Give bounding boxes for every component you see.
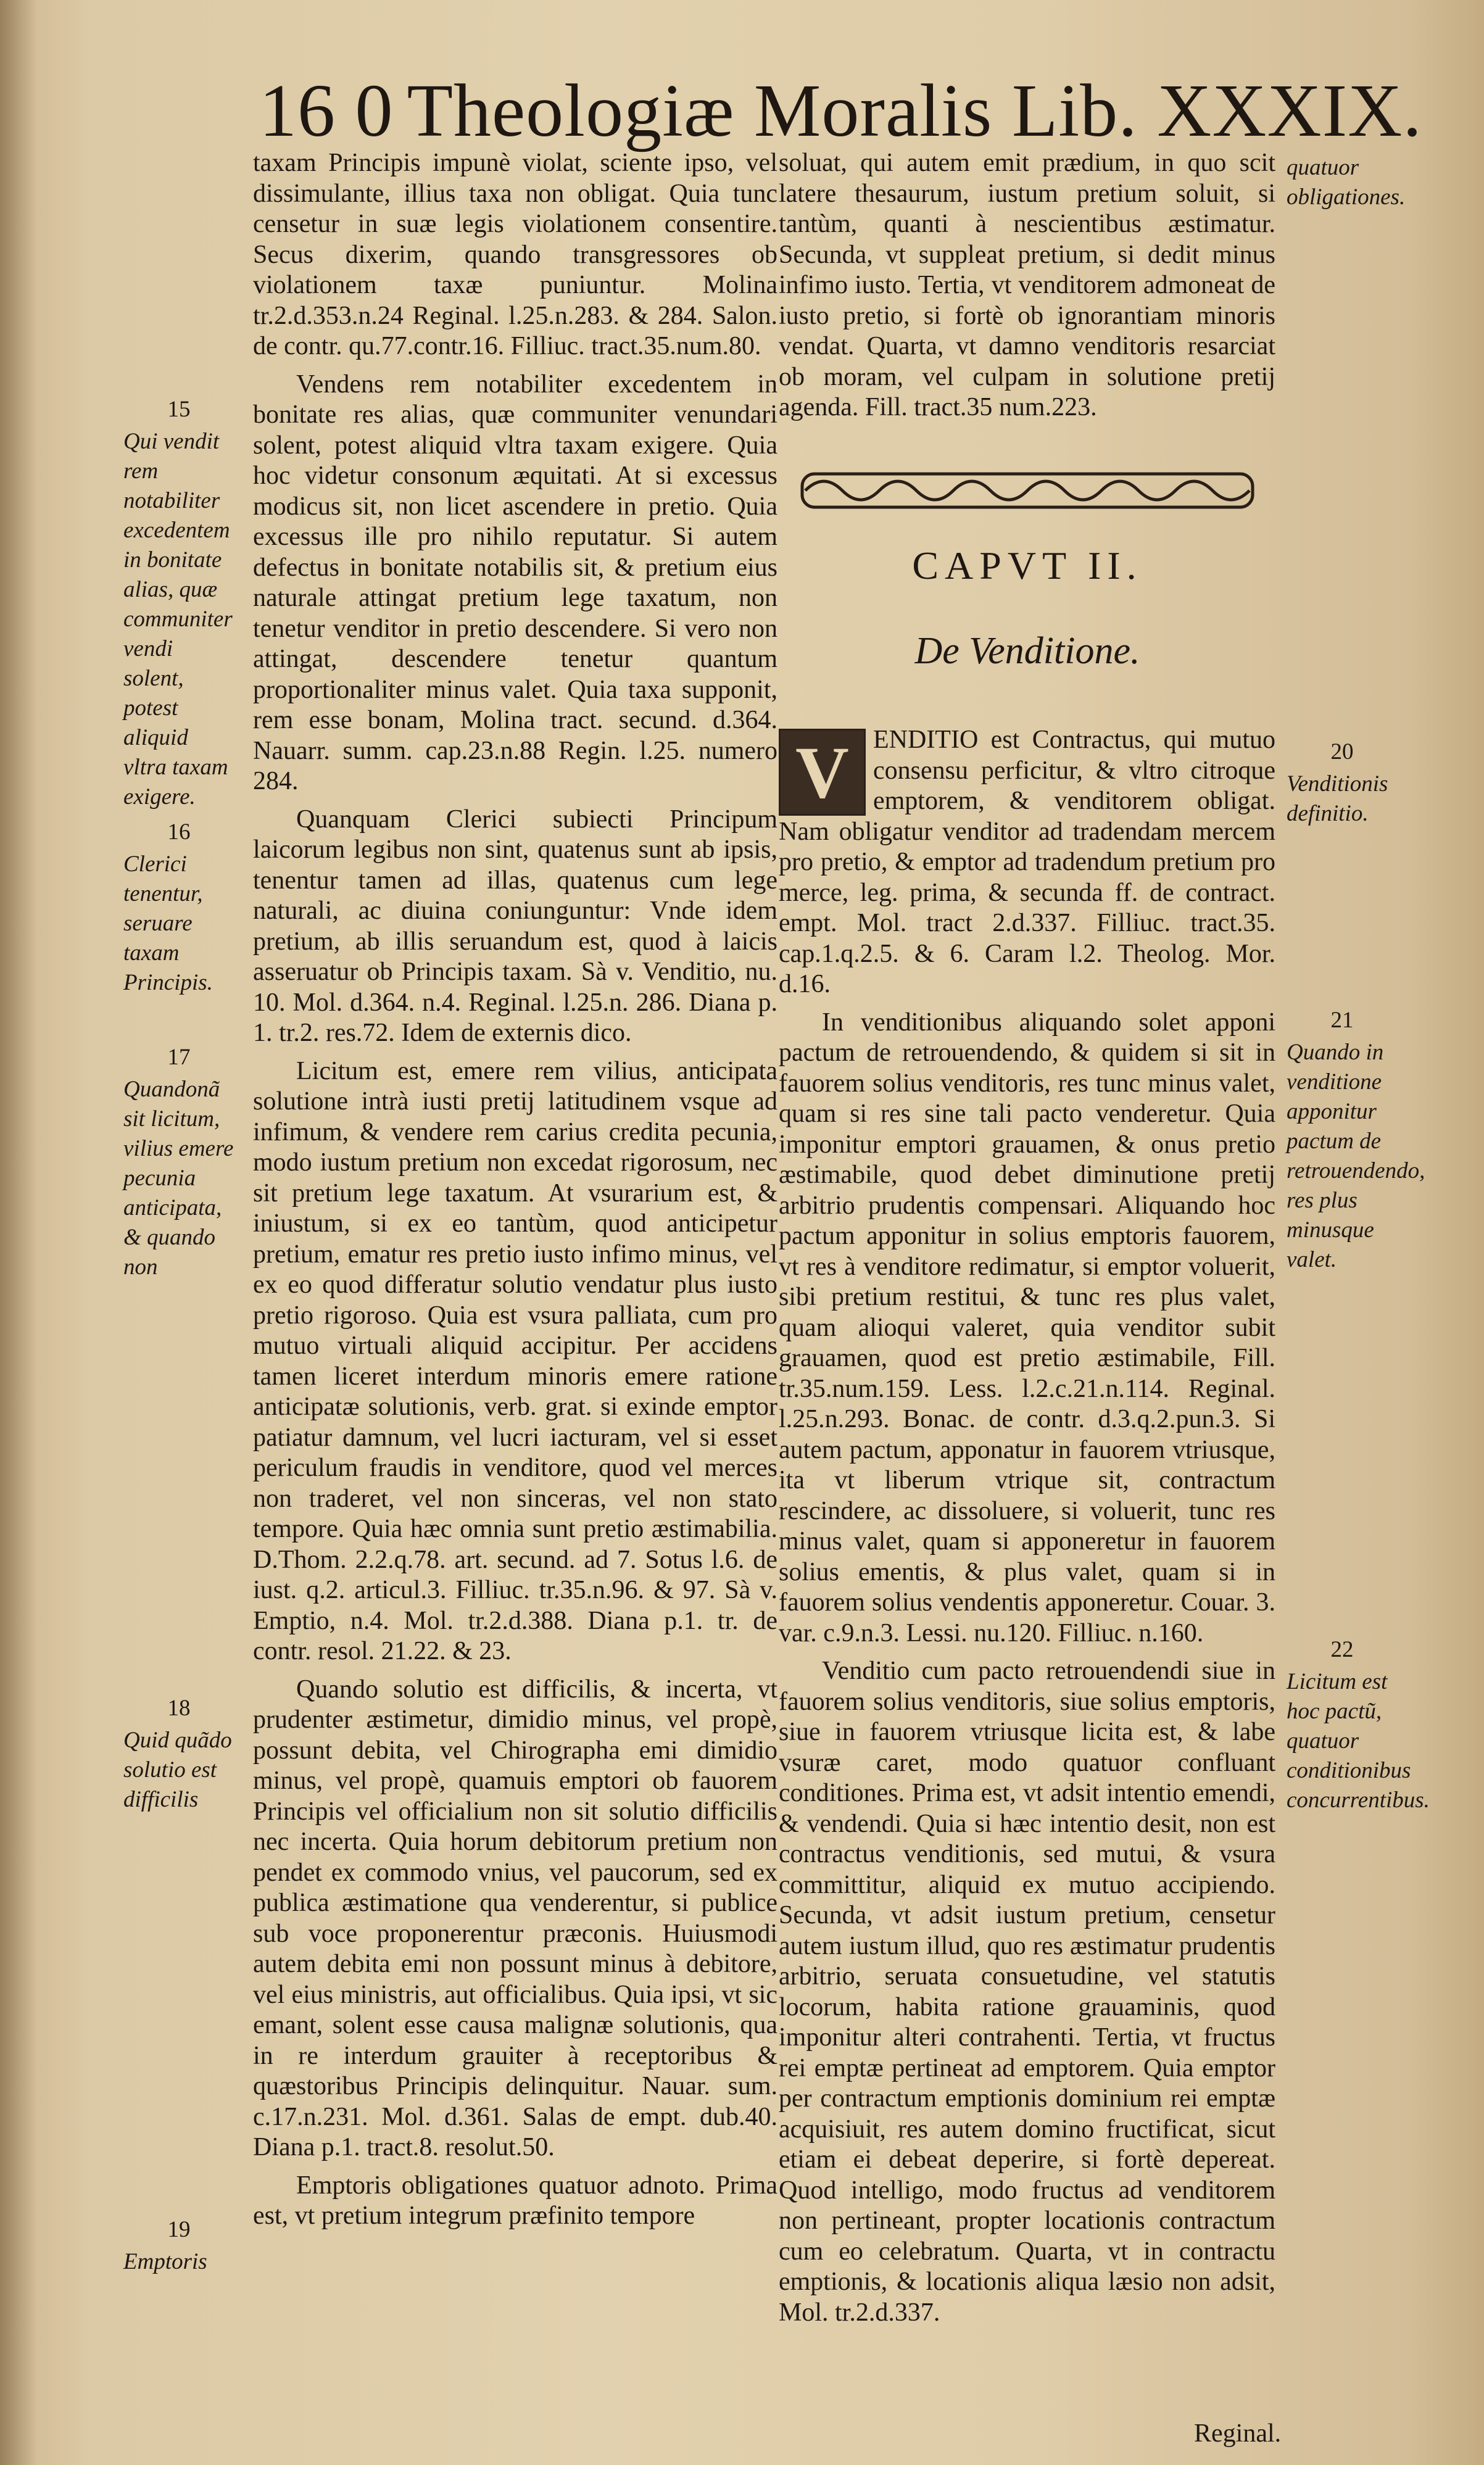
chapter-heading: CAPVT II. [912,544,1143,587]
paragraph: taxam Principis impunè violat, sciente ipso, vel dissimulante, illius taxa non obligat. Quia tunc censetur in suæ legis violationem consentire. Secus dixerim, quando transgressores ob violationem taxæ puniuntur. Molina tr.2.d.353.n.24 Reginal. l.25.n.283. & 284. Salon. de contr. qu.77.contr.16. Filliuc. tract.35.num.80. [253,149,777,360]
margin-number: 21 [1330,1008,1354,1033]
margin-note-16 [123,818,234,998]
paragraph: Venditio cum pacto retrouendendi siue in fauorem solius venditoris, siue solius emptoris, siue in fauorem vtriusque licita est, & labe vsuræ caret, modo quatuor confluant conditiones. Prima est, vt adsit intentio emendi, & vendendi. Quia si hæc intentio desit, non est contractus venditionis, sed mutui, & vsura committitur, aliquid ex mutuo accipiendo. Secunda, vt adsit iustum pretium, censetur autem iustum illud, quo res æstimatur prudentis arbitrio, seruata consuetudine, vel statutis locorum, habita ratione grauaminis, quod imponitur alteri contrahenti. Tertia, vt fructus rei emptæ pertineat ad emptorem. Quia emptor per contractum emptionis dominium rei emptæ acquisiuit, res autem domino fructificat, sicut etiam ei debeat deperire, si fortè depereat. Quod intelligo, modo fructus ad venditorem non pertineant, propter locationis contractum cum eo celebratum. Quarta, vt in contractu emptionis, & locationis aliqua læsio non adsit, Mol. tr.2.d.337. [779,1657,1275,2327]
margin-number: 17 [167,1045,191,1070]
margin-note-20 [1287,737,1398,829]
paragraph: Licitum est, emere rem vilius, anticipata solutione intrà iusti pretij latitudinem vsque ad infimum, & vendere rem carius credita pecunia, modo iustum pretium non excedat rigorosum, nec sit pretium lege taxatum. At vsurarium est, & iniustum, si ex eo tantùm, quod anticipetur pretium, ematur res pretio iusto infimo minus, vel ex eo quod differatur solutio vendatur plus iusto pretio rigoroso. Quia est vsura palliata, cum pro mutuo virtuali aliquid accipitur. Per accidens tamen liceret interdum minoris emere ratione anticipatæ solutionis, verb. grat. si exinde emptor patiatur damnum, vel lucri iacturam, vel si esset periculum fraudis in venditore, quod vel merces non traderet, vel non sinceras, vel non stato tempore. Quia hæc omnia sunt pretio æstimabilia. D.Thom. 2.2.q.78. art. secund. ad 7. Sotus l.6. de iust. q.2. articul.3. Filliuc. tr.35.n.96. & 97. Sà v. Emptio, n.4. Mol. tr.2.d.388. Diana p.1. tr. de contr. resol. 21.22. & 23. [253,1056,777,1665]
margin-note-22 [1287,1635,1430,1815]
margin-number: 20 [1330,739,1354,764]
margin-number: 22 [1330,1637,1354,1662]
ornament-icon [799,469,1256,512]
left-column [253,148,777,2239]
margin-text: Qui vendit rem notabiliter excedentem in bonitate alias, quæ communiter vendi solent, potest aliquid vltra taxam exigere. [123,429,233,810]
margin-note-17 [123,1043,234,1282]
binding-shadow [0,0,37,2465]
running-header [259,65,1422,157]
margin-number: 18 [167,1696,191,1721]
right-column-top [779,148,1275,431]
drop-cap: V [779,729,866,816]
right-column-body [779,725,1275,2335]
paragraph-text: ENDITIO est Contractus, qui mutuo consensu perficitur, & vltro citroque emptorem, & venditorem obligat. Nam obligatur venditor ad tradendam mercem pro pretio, & emptor ad tradendum pretium pro merce, leg. prima, & secunda ff. de contract. empt. Mol. tract 2.d.337. Filliuc. tract.35. cap.1.q.2.5. & 6. Caram l.2. Theolog. Mor. d.16. [779,726,1275,998]
margin-text: quatuor obligationes. [1287,155,1406,210]
margin-text: Quid quãdo solutio est difficilis [123,1728,232,1812]
margin-note-21 [1287,1006,1425,1275]
paragraph: Emptoris obligationes quatuor adnoto. Prima est, vt pretium integrum præfinito tempore [253,2171,777,2230]
ornament-band [799,469,1256,512]
margin-text: Quandonã sit licitum, vilius emere pecunia anticipata, & quando non [123,1077,234,1280]
margin-note-15 [123,395,234,812]
margin-text: Emptoris [123,2249,207,2274]
running-title: Theologiæ Moralis Lib. XXXIX. [407,69,1422,152]
chapter-subtitle: De Venditione. [914,630,1140,672]
margin-number: 16 [167,819,191,845]
page-number: 16 0 [259,69,394,152]
margin-text: Licitum est hoc pactũ, quatuor conditionibus concurrentibus. [1287,1669,1430,1813]
paragraph-with-dropcap [779,725,1275,1000]
margin-note-19 [123,2215,234,2277]
paragraph: Quando solutio est difficilis, & incerta, vt prudenter æstimetur, dimidio minus, vel propè, possunt debita, vel Chirographa emi dimidio minus, vel propè, quamuis emptori ob fauorem Principis vel officialium non sit solutio difficilis nec incerta. Quia horum debitorum pretium non pendet ex commodo vnius, vel paucorum, sed ex publica æstimatione qua venderentur, si publice sub voce proponerentur præconis. Huiusmodi autem debita emi non possunt minus à debitore, vel eius ministris, aut officialibus. Quia ipsi, vt sic emant, solent esse causa malignæ solutionis, qua in re interdum grauiter à receptoribus & quæstoribus Principis delinquitur. Nauar. sum. c.17.n.231. Mol. d.361. Salas de empt. dub.40. Diana p.1. tract.8. resolut.50. [253,1675,777,2161]
paragraph: Quanquam Clerici subiecti Principum laicorum legibus non sint, quatenus sunt ab ipsis, tenentur tamen ad illas, quatenus cum lege naturali, ac diuina coniunguntur: Vnde idem pretium, ab illis seruandum est, quod à laicis asseruatur ob Principis taxam. Sà v. Venditio, nu. 10. Mol. d.364. n.4. Reginal. l.25.n. 286. Diana p. 1. tr.2. res.72. Idem de externis dico. [253,805,777,1047]
paragraph: soluat, qui autem emit prædium, in quo scit latere thesaurum, iustum pretium soluit, si tantùm, quanti à nescientibus æstimatur. Secunda, vt suppleat pretium, si dedit minus infimo iusto. Tertia, vt venditorem admoneat de iusto pretio, si fortè ob ignorantiam minoris vendat. Quarta, vt damno venditoris resarciat ob moram, vel culpam in solutione pretij agenda. Fill. tract.35 num.223. [779,149,1275,421]
margin-note-18 [123,1694,234,1815]
margin-text: Quando in venditione apponitur pactum de retrouendendo, res plus minusque valet. [1287,1040,1425,1272]
margin-text: Venditionis definitio. [1287,771,1388,826]
catchword: Reginal. [1194,2419,1282,2448]
paragraph: Vendens rem notabiliter excedentem in bonitate res alias, quæ communiter venundari solent, potest aliquid vltra taxam exigere. Quia hoc videtur consonum æquitati. At si excessus modicus sit, non licet ascendere in pretio. Quia excessus ille pro nihilo reputatur. Si autem defectus in bonitate notabilis sit, & pretium eius naturale attingat pretium lege taxatum, non tenetur venditor in pretio descendere. Si vero non attingat, descendere tenetur quantum proportionaliter minus valet. Quia taxa supponit, rem esse bonam, Molina tract. secund. d.364. Nauarr. summ. cap.23.n.88 Regin. l.25. numero 284. [253,370,777,795]
margin-number: 15 [167,397,191,422]
margin-note-quatuor [1287,153,1406,212]
margin-text: Clerici tenentur, seruare taxam Principis. [123,851,213,995]
margin-number: 19 [167,2217,191,2242]
paragraph: In venditionibus aliquando solet apponi pactum de retrouendendo, & quidem si sit in fauorem solius venditoris, res tunc minus valet, quam si res sine tali pacto venderetur. Quia imponitur emptori grauamen, & onus pretio æstimabile, quod debet diminutione pretij arbitrio prudentis compensari. Aliquando hoc pactum apponitur in solius emptoris fauorem, vt res à venditore redimatur, si emptor voluerit, sibi pretium restitui, & tunc res plus valet, quam alioqui valeret, quia venditor subit grauamen, quod est pretio æstimabile, Fill. tr.35.num.159. Less. l.2.c.21.n.114. Reginal. l.25.n.293. Bonac. de contr. d.3.q.2.pun.3. Si autem pactum, apponatur in fauorem vtriusque, ita vt liberum vtrique sit, contractum rescindere, ac dissoluere, si voluerit, tunc res minus valet, quam si apponeretur in fauorem solius ementis, & plus valet, quam si in fauorem solius vendentis apponeretur. Couar. 3. var. c.9.n.3. Lessi. nu.120. Filliuc. n.160. [779,1008,1275,1647]
